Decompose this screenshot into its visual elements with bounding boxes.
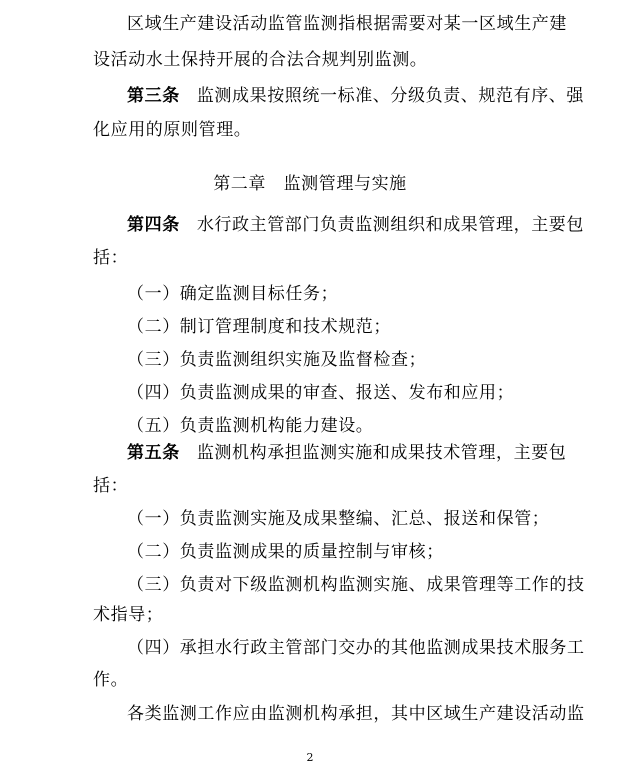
article-5-item: （一）负责监测实施及成果整编、汇总、报送和保管； — [127, 509, 550, 529]
article-5-item: （三）负责对下级监测机构监测实施、成果管理等工作的技 — [127, 575, 585, 595]
article-5-text: 监测机构承担监测实施和成果技术管理，主要包 — [196, 443, 567, 463]
article-4-label: 第四条 — [127, 215, 180, 235]
article-5-item-continuation: 作。 — [93, 670, 129, 690]
article-3-line-1 — [0, 84, 620, 108]
intro-paragraph-line-2: 设活动水土保持开展的合法合规判别监测。 — [93, 50, 428, 70]
article-4-item: （五）负责监测机构能力建设。 — [127, 416, 374, 436]
article-5-item: （二）负责监测成果的质量控制与审核； — [127, 542, 444, 562]
article-4-line-1 — [0, 213, 620, 237]
final-paragraph-line: 各类监测工作应由监测机构承担，其中区域生产建设活动监 — [127, 704, 585, 724]
article-5-item-continuation: 术指导； — [93, 605, 164, 625]
page-number: 2 — [306, 751, 314, 764]
chapter-heading: 第二章 监测管理与实施 — [213, 174, 407, 194]
intro-paragraph-line-1: 区域生产建设活动监管监测指根据需要对某一区域生产建 — [127, 14, 567, 34]
article-4-item: （四）负责监测成果的审查、报送、发布和应用； — [127, 383, 515, 403]
article-4-item: （二）制订管理制度和技术规范； — [127, 317, 391, 337]
article-4-item: （三）负责监测组织实施及监督检查； — [127, 350, 427, 370]
article-3-label: 第三条 — [127, 86, 180, 106]
article-5-label: 第五条 — [127, 443, 180, 463]
article-5-line-1 — [0, 441, 620, 465]
article-4-item: （一）确定监测目标任务； — [127, 284, 339, 304]
article-3-line-2: 化应用的原则管理。 — [93, 120, 252, 140]
article-4-line-2: 括： — [93, 248, 129, 268]
article-4-text: 水行政主管部门负责监测组织和成果管理，主要包 — [196, 215, 585, 235]
article-5-line-2: 括： — [93, 476, 129, 496]
article-3-text: 监测成果按照统一标准、分级负责、规范有序、强 — [196, 86, 585, 106]
article-5-item: （四）承担水行政主管部门交办的其他监测成果技术服务工 — [127, 638, 585, 658]
